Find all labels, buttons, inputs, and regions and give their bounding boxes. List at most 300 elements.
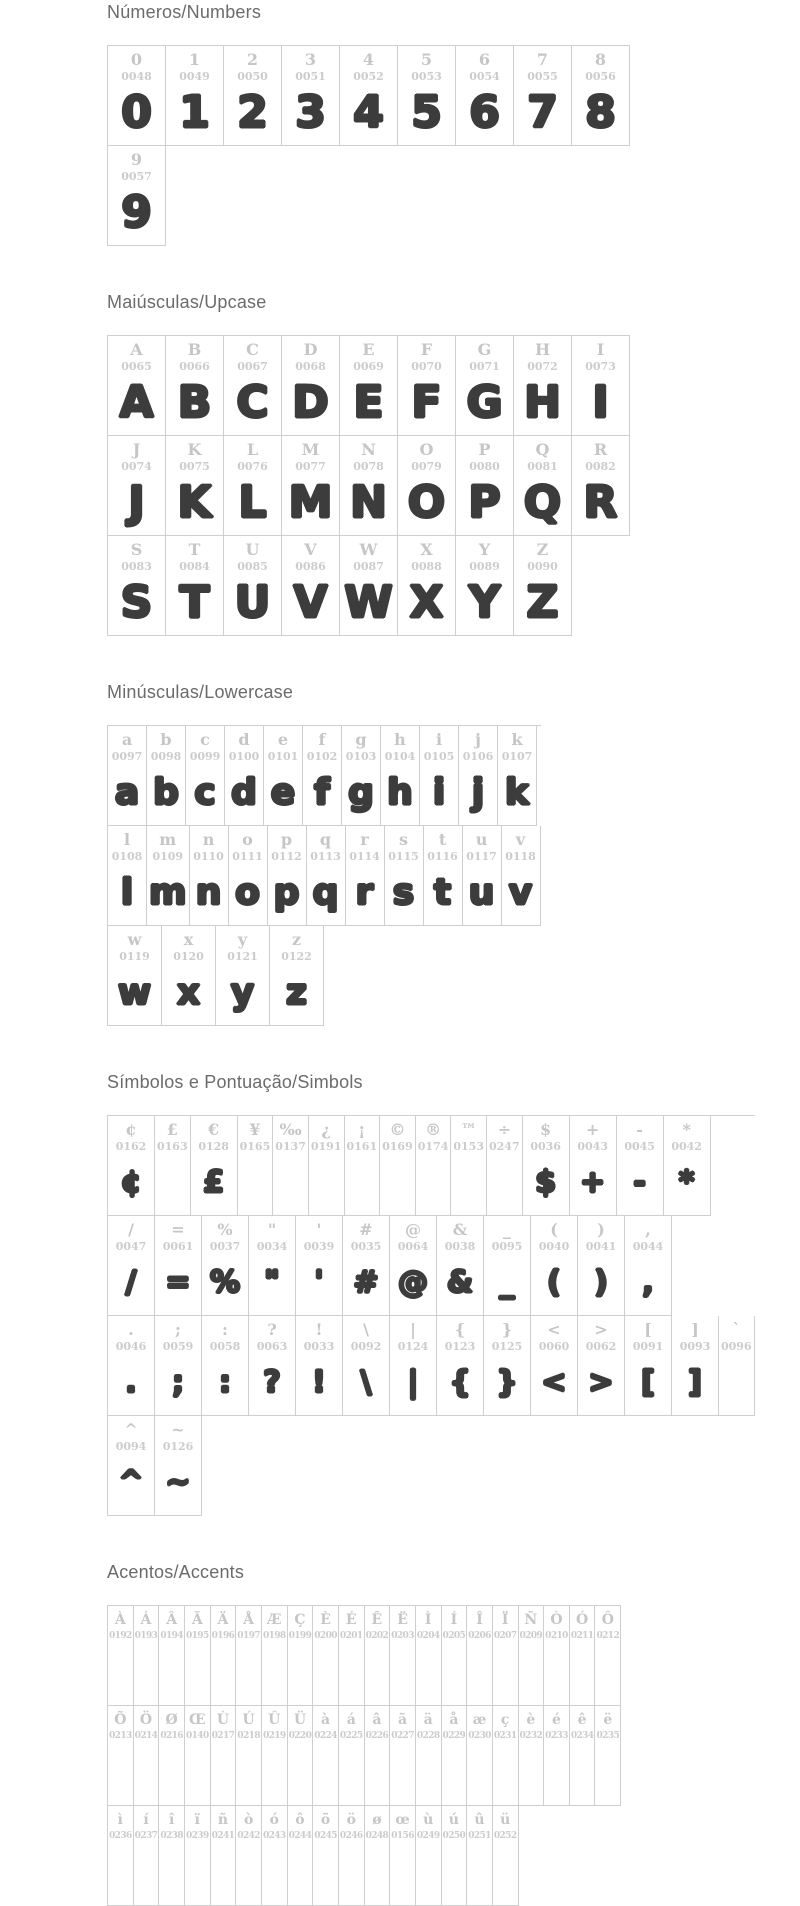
glyph-cell <box>339 1806 365 1906</box>
glyph-cell <box>719 1316 755 1416</box>
cell-unicode-value: 0055 <box>527 70 558 83</box>
cell-unicode-value: 0156 <box>391 1831 414 1841</box>
cell-unicode-value: 0092 <box>350 1340 382 1353</box>
glyph-cell <box>514 336 572 436</box>
glyph-cell <box>224 46 282 146</box>
cell-glyph-preview: ! <box>312 1353 326 1411</box>
cell-glyph-preview: 8 <box>585 83 616 141</box>
glyph-cell <box>578 1216 625 1316</box>
cell-character: d <box>238 730 250 749</box>
cell-unicode-value: 0123 <box>444 1340 476 1353</box>
glyph-cell <box>416 1806 442 1906</box>
cell-character: Ä <box>217 1612 229 1628</box>
glyph-cell <box>416 1116 452 1216</box>
cell-character: $ <box>540 1120 552 1139</box>
cell-character: q <box>319 830 332 849</box>
cell-glyph-preview: : <box>219 1353 231 1411</box>
cell-unicode-value: 0201 <box>339 1631 363 1641</box>
cell-glyph-preview: u <box>469 863 495 921</box>
glyph-cell <box>514 46 572 146</box>
cell-glyph-preview: = <box>165 1253 190 1311</box>
cell-unicode-value: 0109 <box>152 850 184 863</box>
cell-glyph-preview: + <box>580 1153 605 1211</box>
cell-character: Ç <box>294 1612 306 1628</box>
cell-glyph-preview: q <box>313 863 339 921</box>
cell-glyph-preview: - <box>633 1153 645 1211</box>
glyph-cell <box>442 1806 468 1906</box>
glyph-cell <box>313 1706 339 1806</box>
cell-unicode-value: 0054 <box>469 70 500 83</box>
cell-unicode-value: 0225 <box>339 1731 363 1741</box>
glyph-cell <box>570 1706 596 1806</box>
cell-character: c <box>200 730 210 749</box>
cell-unicode-value: 0116 <box>427 850 458 863</box>
glyph-cell <box>303 726 342 826</box>
cell-glyph-preview: P <box>468 473 500 531</box>
cell-unicode-value: 0200 <box>314 1631 337 1641</box>
cell-character: , <box>645 1220 651 1239</box>
cell-glyph-preview: y <box>231 963 254 1021</box>
glyph-cell <box>224 336 282 436</box>
section-numbers <box>107 2 800 246</box>
glyph-cell <box>459 726 498 826</box>
glyph-cell <box>288 1806 314 1906</box>
glyph-cell <box>339 1706 365 1806</box>
glyph-cell <box>288 1606 314 1706</box>
cell-character: D <box>303 340 318 359</box>
cell-unicode-value: 0233 <box>545 1731 568 1741</box>
glyph-cell <box>202 1216 249 1316</box>
glyph-cell <box>155 1316 202 1416</box>
glyph-cell <box>211 1706 237 1806</box>
glyph-cell <box>166 336 224 436</box>
glyph-cell <box>159 1706 185 1806</box>
cell-glyph-preview: K <box>177 473 211 531</box>
cell-unicode-value: 0237 <box>134 1831 158 1841</box>
cell-unicode-value: 0214 <box>134 1731 158 1741</box>
glyph-cell <box>108 1806 134 1906</box>
cell-character: 4 <box>362 50 375 69</box>
cell-unicode-value: 0057 <box>121 170 152 183</box>
cell-unicode-value: 0073 <box>585 360 616 373</box>
cell-glyph-preview: G <box>466 373 502 431</box>
glyph-cell <box>519 1606 545 1706</box>
cell-character: ä <box>423 1712 433 1728</box>
cell-glyph-preview: " <box>264 1253 280 1311</box>
cell-unicode-value: 0038 <box>444 1240 476 1253</box>
cell-unicode-value: 0108 <box>111 850 143 863</box>
cell-character: _ <box>503 1220 511 1239</box>
cell-glyph-preview: U <box>235 573 271 631</box>
cell-character: è <box>526 1712 536 1728</box>
glyph-cell <box>108 146 166 246</box>
cell-character: m <box>159 830 177 849</box>
cell-character: ¢ <box>125 1120 137 1139</box>
cell-character: Y <box>478 540 491 559</box>
cell-glyph-preview: 2 <box>237 83 268 141</box>
glyph-cell <box>484 1316 531 1416</box>
cell-glyph-preview: _ <box>500 1253 515 1311</box>
cell-character: Ò <box>550 1612 563 1628</box>
glyph-cell <box>185 1706 211 1806</box>
cell-character: Ú <box>242 1712 255 1728</box>
cell-character: | <box>410 1320 416 1339</box>
cell-character: Õ <box>114 1712 127 1728</box>
cell-glyph-preview: R <box>584 473 618 531</box>
cell-unicode-value: 0228 <box>416 1731 440 1741</box>
glyph-cell <box>531 1216 578 1316</box>
cell-unicode-value: 0052 <box>353 70 384 83</box>
cell-character: X <box>420 540 433 559</box>
cell-character: õ <box>320 1812 331 1828</box>
cell-glyph-preview: C <box>236 373 268 431</box>
cell-character: ø <box>372 1812 382 1828</box>
cell-unicode-value: 0212 <box>596 1631 620 1641</box>
cell-unicode-value: 0115 <box>388 850 419 863</box>
cell-unicode-value: 0220 <box>288 1731 312 1741</box>
glyph-cell <box>493 1606 519 1706</box>
cell-character: È <box>320 1612 331 1628</box>
cell-character: % <box>217 1220 233 1239</box>
cell-unicode-value: 0034 <box>256 1240 288 1253</box>
cell-unicode-value: 0105 <box>423 750 455 763</box>
glyph-cell <box>108 726 147 826</box>
cell-unicode-value: 0202 <box>365 1631 389 1641</box>
cell-unicode-value: 0119 <box>119 950 150 963</box>
cell-glyph-preview: 7 <box>527 83 558 141</box>
glyph-cell <box>262 1606 288 1706</box>
cell-unicode-value: 0236 <box>109 1831 132 1841</box>
cell-glyph-preview: e <box>271 763 295 821</box>
glyph-row <box>108 1316 755 1416</box>
cell-character: Â <box>166 1612 178 1628</box>
cell-character: ( <box>550 1220 558 1239</box>
cell-character: Ø <box>165 1712 178 1728</box>
cell-unicode-value: 0252 <box>493 1831 517 1841</box>
cell-character: ñ <box>217 1812 229 1828</box>
cell-character: é <box>552 1712 561 1728</box>
cell-glyph-preview: ( <box>547 1253 561 1311</box>
cell-character: å <box>449 1712 459 1728</box>
cell-unicode-value: 0100 <box>228 750 260 763</box>
cell-character: á <box>346 1712 356 1728</box>
cell-glyph-preview: 6 <box>469 83 500 141</box>
glyph-cell <box>296 1216 343 1316</box>
glyph-cell <box>262 1806 288 1906</box>
glyph-row <box>108 146 630 246</box>
glyph-cell <box>162 926 216 1026</box>
cell-unicode-value: 0161 <box>346 1140 378 1153</box>
glyph-row <box>108 1706 621 1806</box>
cell-glyph-preview: ) <box>594 1253 608 1311</box>
cell-character: U <box>245 540 260 559</box>
cell-unicode-value: 0239 <box>185 1831 209 1841</box>
cell-character: K <box>187 440 202 459</box>
cell-unicode-value: 0238 <box>160 1831 183 1841</box>
cell-glyph-preview: c <box>194 763 215 821</box>
cell-character: ¿ <box>321 1120 331 1139</box>
cell-character: ò <box>243 1812 254 1828</box>
cell-unicode-value: 0165 <box>239 1140 271 1153</box>
glyph-cell <box>147 826 190 926</box>
cell-unicode-value: 0050 <box>237 70 268 83</box>
cell-character: + <box>585 1120 600 1139</box>
cell-unicode-value: 0098 <box>150 750 182 763</box>
glyph-row <box>108 1806 621 1906</box>
cell-unicode-value: 0235 <box>596 1731 620 1741</box>
section-title: Maiúsculas/Upcase <box>107 292 267 312</box>
glyph-row <box>108 436 630 536</box>
glyph-cell <box>390 1216 437 1316</box>
character-map-page <box>107 2 800 1906</box>
glyph-table <box>107 1115 755 1516</box>
cell-unicode-value: 0094 <box>115 1440 147 1453</box>
cell-unicode-value: 0227 <box>391 1731 414 1741</box>
cell-unicode-value: 0193 <box>134 1631 158 1641</box>
cell-character: 9 <box>130 150 143 169</box>
cell-character: e <box>277 730 289 749</box>
glyph-row <box>108 1116 755 1216</box>
cell-unicode-value: 0112 <box>271 850 302 863</box>
cell-character: 3 <box>304 50 317 69</box>
glyph-cell <box>155 1416 202 1516</box>
cell-glyph-preview: ¢ <box>121 1153 142 1211</box>
section-lowercase <box>107 682 800 1026</box>
cell-character: t <box>438 830 447 849</box>
cell-unicode-value: 0053 <box>411 70 442 83</box>
glyph-cell <box>424 826 463 926</box>
cell-glyph-preview: V <box>293 573 327 631</box>
cell-glyph-preview: ~ <box>165 1453 190 1511</box>
cell-unicode-value: 0224 <box>314 1731 337 1741</box>
cell-glyph-preview: s <box>393 863 414 921</box>
cell-unicode-value: 0248 <box>365 1831 389 1841</box>
glyph-cell <box>365 1606 391 1706</box>
glyph-cell <box>282 436 340 536</box>
cell-unicode-value: 0064 <box>397 1240 429 1253</box>
glyph-cell <box>211 1806 237 1906</box>
cell-unicode-value: 0204 <box>416 1631 440 1641</box>
cell-character: © <box>389 1120 406 1139</box>
cell-glyph-preview: x <box>177 963 200 1021</box>
cell-character: ` <box>732 1320 741 1339</box>
cell-unicode-value: 0198 <box>262 1631 286 1641</box>
cell-character: = <box>171 1220 185 1239</box>
cell-character: ù <box>423 1812 434 1828</box>
glyph-cell <box>365 1806 391 1906</box>
glyph-cell <box>155 1216 202 1316</box>
cell-glyph-preview: Z <box>527 573 559 631</box>
cell-unicode-value: 0216 <box>160 1731 183 1741</box>
glyph-cell <box>225 726 264 826</box>
cell-unicode-value: 0250 <box>442 1831 466 1841</box>
cell-unicode-value: 0077 <box>295 460 326 473</box>
cell-glyph-preview: a <box>115 763 139 821</box>
cell-character: Ó <box>576 1612 589 1628</box>
glyph-cell <box>108 926 162 1026</box>
cell-unicode-value: 0079 <box>411 460 442 473</box>
glyph-cell <box>249 1316 296 1416</box>
cell-unicode-value: 0205 <box>442 1631 466 1641</box>
cell-character: Q <box>535 440 550 459</box>
cell-unicode-value: 0046 <box>115 1340 147 1353</box>
cell-glyph-preview: ? <box>263 1353 280 1411</box>
cell-unicode-value: 0169 <box>382 1140 413 1153</box>
cell-glyph-preview: D <box>292 373 329 431</box>
cell-character: C <box>246 340 259 359</box>
cell-unicode-value: 0085 <box>237 560 268 573</box>
cell-character: G <box>477 340 492 359</box>
cell-unicode-value: 0035 <box>350 1240 382 1253</box>
cell-glyph-preview: ] <box>688 1353 702 1411</box>
cell-unicode-value: 0191 <box>310 1140 342 1153</box>
cell-character: ë <box>603 1712 613 1728</box>
cell-character: ' <box>316 1220 322 1239</box>
cell-unicode-value: 0051 <box>295 70 326 83</box>
glyph-cell <box>343 1316 390 1416</box>
cell-glyph-preview: o <box>235 863 260 921</box>
glyph-cell <box>147 726 186 826</box>
cell-character: ! <box>315 1320 323 1339</box>
glyph-cell <box>342 726 381 826</box>
glyph-cell <box>420 726 459 826</box>
cell-unicode-value: 0230 <box>468 1731 491 1741</box>
cell-unicode-value: 0244 <box>288 1831 312 1841</box>
cell-character: â <box>372 1712 382 1728</box>
cell-character: h <box>394 730 406 749</box>
cell-unicode-value: 0090 <box>527 560 558 573</box>
glyph-cell <box>282 46 340 146</box>
cell-character: R <box>593 440 608 459</box>
cell-unicode-value: 0203 <box>391 1631 414 1641</box>
glyph-cell <box>343 1216 390 1316</box>
glyph-cell <box>224 436 282 536</box>
cell-character: à <box>321 1712 331 1728</box>
cell-character: } <box>501 1320 513 1339</box>
cell-character: j <box>475 730 481 749</box>
cell-glyph-preview: ; <box>172 1353 184 1411</box>
glyph-cell <box>390 1606 416 1706</box>
cell-glyph-preview: 0 <box>121 83 152 141</box>
glyph-row <box>108 536 630 636</box>
section-symbols <box>107 1072 800 1516</box>
cell-unicode-value: 0241 <box>211 1831 235 1841</box>
glyph-cell <box>456 436 514 536</box>
cell-character: Ù <box>216 1712 230 1728</box>
glyph-cell <box>456 46 514 146</box>
cell-character: 7 <box>536 50 549 69</box>
cell-unicode-value: 0059 <box>162 1340 194 1353</box>
glyph-cell <box>166 436 224 536</box>
cell-unicode-value: 0084 <box>179 560 210 573</box>
cell-glyph-preview: 9 <box>121 183 152 241</box>
cell-unicode-value: 0245 <box>314 1831 337 1841</box>
cell-character: ï <box>194 1812 200 1828</box>
cell-character: u <box>475 830 488 849</box>
glyph-cell <box>544 1606 570 1706</box>
glyph-cell <box>390 1706 416 1806</box>
cell-unicode-value: 0086 <box>295 560 326 573</box>
cell-unicode-value: 0137 <box>275 1140 306 1153</box>
cell-unicode-value: 0207 <box>493 1631 517 1641</box>
cell-unicode-value: 0088 <box>411 560 442 573</box>
cell-unicode-value: 0095 <box>491 1240 523 1253</box>
cell-glyph-preview: j <box>472 763 484 821</box>
glyph-row <box>108 336 630 436</box>
cell-character: a <box>121 730 133 749</box>
cell-character: S <box>130 540 143 559</box>
cell-unicode-value: 0075 <box>179 460 210 473</box>
cell-glyph-preview: m <box>149 863 187 921</box>
cell-character: Î <box>476 1612 483 1628</box>
cell-character: N <box>361 440 376 459</box>
glyph-cell <box>339 1606 365 1706</box>
cell-glyph-preview: > <box>588 1353 613 1411</box>
glyph-cell <box>309 1116 345 1216</box>
cell-character: Ï <box>501 1612 509 1628</box>
cell-unicode-value: 0251 <box>468 1831 491 1841</box>
glyph-cell <box>437 1216 484 1316</box>
cell-glyph-preview: t <box>434 863 451 921</box>
cell-character: r <box>360 830 369 849</box>
glyph-cell <box>229 826 268 926</box>
cell-character: ¥ <box>249 1120 261 1139</box>
cell-unicode-value: 0118 <box>505 850 536 863</box>
cell-glyph-preview: f <box>314 763 330 821</box>
cell-unicode-value: 0071 <box>469 360 500 373</box>
cell-unicode-value: 0121 <box>227 950 258 963</box>
glyph-row <box>108 826 541 926</box>
cell-unicode-value: 0083 <box>121 560 152 573</box>
cell-character: V <box>304 540 317 559</box>
cell-unicode-value: 0082 <box>585 460 616 473</box>
cell-character: # <box>359 1220 373 1239</box>
cell-character: ^ <box>124 1420 138 1439</box>
cell-glyph-preview: i <box>433 763 445 821</box>
glyph-cell <box>484 1216 531 1316</box>
cell-character: ÷ <box>497 1120 512 1139</box>
cell-unicode-value: 0192 <box>109 1631 132 1641</box>
cell-character: ‰ <box>279 1120 302 1139</box>
cell-unicode-value: 0247 <box>489 1140 520 1153</box>
cell-character: Í <box>450 1612 458 1628</box>
glyph-cell <box>531 1316 578 1416</box>
glyph-cell <box>262 1706 288 1806</box>
cell-unicode-value: 0045 <box>624 1140 655 1153</box>
cell-unicode-value: 0128 <box>198 1140 229 1153</box>
cell-unicode-value: 0062 <box>585 1340 617 1353</box>
cell-unicode-value: 0048 <box>121 70 152 83</box>
cell-character: Ô <box>601 1612 614 1628</box>
cell-unicode-value: 0056 <box>585 70 616 83</box>
cell-unicode-value: 0041 <box>585 1240 617 1253</box>
cell-glyph-preview: \ <box>361 1353 372 1411</box>
cell-unicode-value: 0219 <box>262 1731 286 1741</box>
glyph-cell <box>108 336 166 436</box>
cell-glyph-preview: X <box>410 573 444 631</box>
cell-unicode-value: 0074 <box>121 460 152 473</box>
cell-unicode-value: 0122 <box>281 950 312 963</box>
cell-glyph-preview: N <box>350 473 387 531</box>
glyph-cell <box>190 826 229 926</box>
cell-character: k <box>511 730 523 749</box>
cell-unicode-value: 0033 <box>303 1340 335 1353</box>
cell-character: É <box>345 1612 357 1628</box>
cell-unicode-value: 0047 <box>115 1240 147 1253</box>
glyph-cell <box>456 536 514 636</box>
glyph-cell <box>191 1116 238 1216</box>
cell-character: ú <box>448 1812 459 1828</box>
